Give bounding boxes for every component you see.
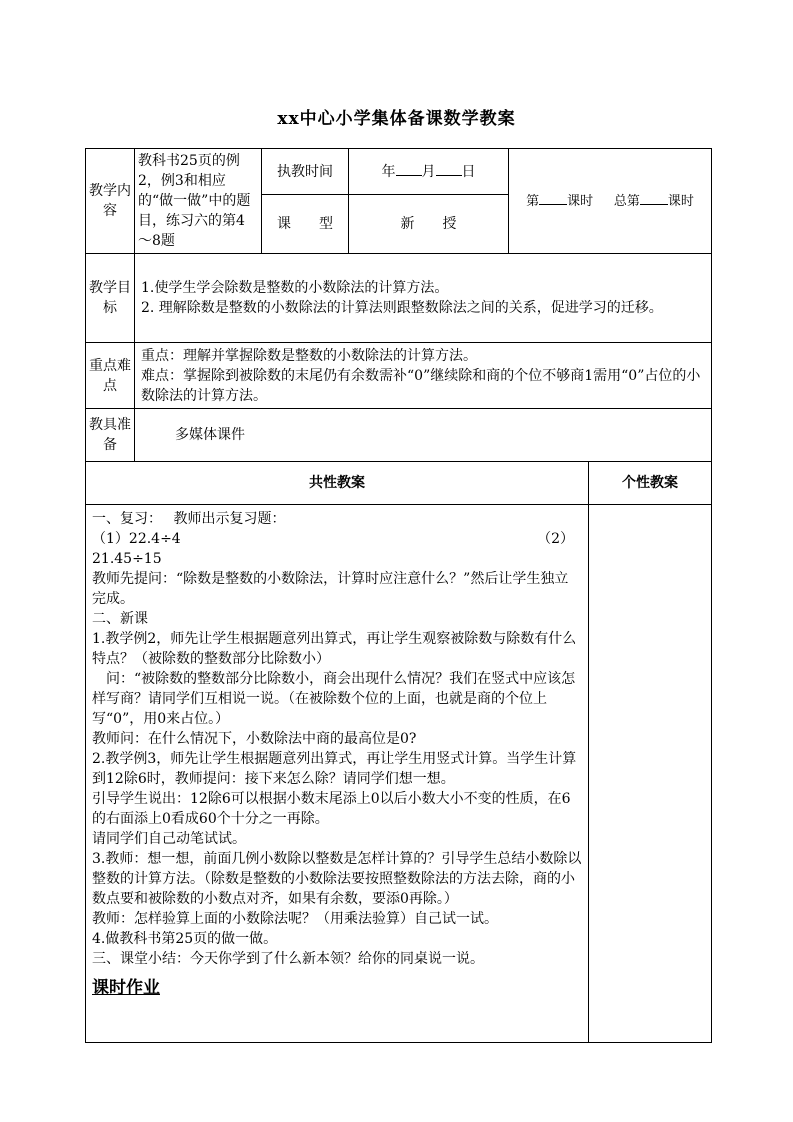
total-blank [640, 190, 668, 205]
homework-heading: 课时作业 [92, 978, 160, 998]
question-2-number: （2） [537, 531, 574, 547]
total-ke-label: 课时 [667, 194, 694, 209]
content-text: 教科书25页的例2，例3和相应的“做一做”中的题目，练习六的第4～8题 [135, 149, 262, 254]
content-label: 教学内容 [86, 149, 135, 254]
personal-plan-body [589, 505, 712, 1043]
question-1: （1）22.4÷4 [92, 531, 181, 547]
goals-label: 教学目标 [86, 254, 135, 343]
paragraph: 教师：怎样验算上面的小数除法呢？（用乘法验算）自己试一试。 [92, 911, 498, 927]
question-2: 21.45÷15 [92, 551, 162, 567]
key-points-label: 重点难点 [86, 343, 135, 409]
year-label: 年 [381, 164, 396, 181]
goal-item: 2. 理解除数是整数的小数除法的计算法则跟整数除法之间的关系，促进学习的迁移。 [141, 300, 663, 316]
paragraph: 3.教师：想一想，前面几例小数除以整数是怎样计算的？引导学生总结小数除以整数的计算方法。（除数是整数的小数除法要按照整数除法的方法去除，商的小数点要和被除数的小数点对齐，如果有余数，要添0再除。） [92, 851, 582, 907]
exec-time-value [349, 149, 509, 195]
paragraph: 教师先提问：“除数是整数的小数除法，计算时应注意什么？”然后让学生独立完成。 [92, 571, 569, 607]
lesson-blank [539, 190, 567, 205]
month-label: 月 [421, 164, 436, 181]
lesson-di-label: 第 [526, 194, 540, 209]
paragraph: 4.做教科书第25页的做一做。 [92, 931, 278, 947]
exec-time-label: 执教时间 [262, 149, 349, 195]
page-title: xx中心小学集体备课数学教案 [277, 109, 516, 129]
day-blank [436, 161, 462, 176]
day-label: 日 [461, 164, 476, 181]
paragraph: 教师问：在什么情况下，小数除法中商的最高位是0? [92, 731, 417, 747]
prep-label: 教具准备 [86, 409, 135, 462]
key-points-text [135, 343, 712, 409]
paragraph: 问：“被除数的整数部分比除数小，商会出现什么情况？我们在竖式中应该怎样写商？请同学们互相说一说。（在被除数个位的上面，也就是商的个位上写“0”，用0来占位。） [92, 671, 576, 727]
key-point-item: 重点：理解并掌握除数是整数的小数除法的计算方法。 [141, 347, 477, 364]
summary: 三、课堂小结：今天你学到了什么新本领？给你的同桌说一说。 [92, 951, 484, 967]
lesson-type-value: 新 授 [349, 195, 509, 254]
paragraph: 1.教学例2，师先让学生根据题意列出算式，再让学生观察被除数与除数有什么特点？（被除数的整数部分比除数小） [92, 631, 577, 667]
prep-value: 多媒体课件 [135, 409, 712, 462]
paragraph: 2.教学例3，师先让学生根据题意列出算式，再让学生用竖式计算。当学生计算到12除6时，教师提问：接下来怎么除？请同学们想一想。 [92, 751, 577, 787]
total-di-label: 总第 [613, 194, 640, 209]
common-plan-body [86, 505, 589, 1043]
lesson-plan-table [85, 148, 712, 1043]
lesson-count [509, 149, 712, 254]
review-questions [92, 529, 582, 549]
paragraph: 引导学生说出：12除6可以根据小数末尾添上0以后小数大小不变的性质，在6的右面添上0看成60个十分之一再除。 [92, 791, 571, 827]
lesson-type-label: 课 型 [262, 195, 349, 254]
lesson-ke-label: 课时 [567, 194, 594, 209]
goal-item: 1.使学生学会除数是整数的小数除法的计算方法。 [141, 280, 449, 296]
common-plan-header: 共性教案 [86, 462, 589, 505]
paragraph: 请同学们自己动笔试试。 [92, 831, 246, 847]
review-heading: 一、复习： 教师出示复习题： [92, 511, 286, 527]
goals-text [135, 254, 712, 343]
personal-plan-header: 个性教案 [589, 462, 712, 505]
key-point-item: 难点：掌握除到被除数的末尾仍有余数需补“0”继续除和商的个位不够商1需用“0”占位的小数除法的计算方法。 [141, 367, 701, 404]
month-blank [396, 161, 422, 176]
new-lesson-heading: 二、新课 [92, 611, 148, 627]
